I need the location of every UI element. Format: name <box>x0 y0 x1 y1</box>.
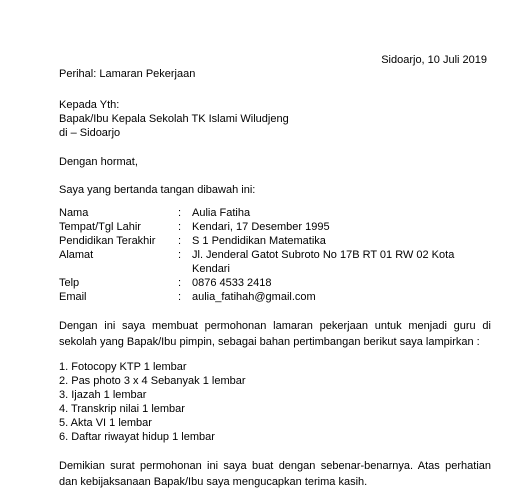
letter-subject: Perihal: Lamaran Pekerjaan <box>59 68 196 80</box>
identity-colon: : <box>178 221 182 233</box>
letter-date: Sidoarjo, 10 Juli 2019 <box>381 54 487 66</box>
identity-colon: : <box>178 207 182 219</box>
identity-value: Jl. Jenderal Gatot Subroto No 17B RT 01 RW 02 Kota Kendari <box>192 249 455 275</box>
identity-value: aulia_fatihah@gmail.com <box>192 291 316 303</box>
list-item: 6. Daftar riwayat hidup 1 lembar <box>59 431 215 443</box>
list-item: 4. Transkrip nilai 1 lembar <box>59 403 185 415</box>
identity-value: Kendari, 17 Desember 1995 <box>192 221 330 233</box>
list-item: 3. Ijazah 1 lembar <box>59 389 147 401</box>
attachment-list <box>59 360 246 444</box>
recipient-name: Bapak/Ibu Kepala Sekolah TK Islami Wiludjeng <box>59 113 289 125</box>
closing-paragraph: Demikian surat permohonan ini saya buat dengan sebenar-benarnya. Atas perhatian dan kebijaksanaan Bapak/Ibu saya mengucapkan terima kasih. <box>59 460 491 488</box>
identity-colon: : <box>178 249 182 261</box>
identity-label: Telp <box>59 277 80 289</box>
identity-label: Alamat <box>59 249 94 261</box>
identity-value: S 1 Pendidikan Matematika <box>192 235 326 247</box>
list-item: 1. Fotocopy KTP 1 lembar <box>59 361 187 373</box>
identity-label: Tempat/Tgl Lahir <box>59 221 141 233</box>
identity-value: 0876 4533 2418 <box>192 277 272 289</box>
identity-label: Email <box>59 291 87 303</box>
list-item: 5. Akta VI 1 lembar <box>59 417 152 429</box>
identity-colon: : <box>178 277 182 289</box>
identity-colon: : <box>178 291 182 303</box>
identity-label: Nama <box>59 207 89 219</box>
list-item: 2. Pas photo 3 x 4 Sebanyak 1 lembar <box>59 375 246 387</box>
identity-colon: : <box>178 235 182 247</box>
body-paragraph: Dengan ini saya membuat permohonan lamaran pekerjaan untuk menjadi guru di sekolah yang Bapak/Ibu pimpin, sebagai bahan pertimbangan berikut saya lampirkan : <box>59 320 491 348</box>
intro-line: Saya yang bertanda tangan dibawah ini: <box>59 184 256 196</box>
identity-value: Aulia Fatiha <box>192 207 251 219</box>
identity-label: Pendidikan Terakhir <box>59 235 156 247</box>
recipient-salutation: Kepada Yth: <box>59 99 120 111</box>
recipient-location: di – Sidoarjo <box>59 127 121 139</box>
greeting: Dengan hormat, <box>59 156 138 168</box>
